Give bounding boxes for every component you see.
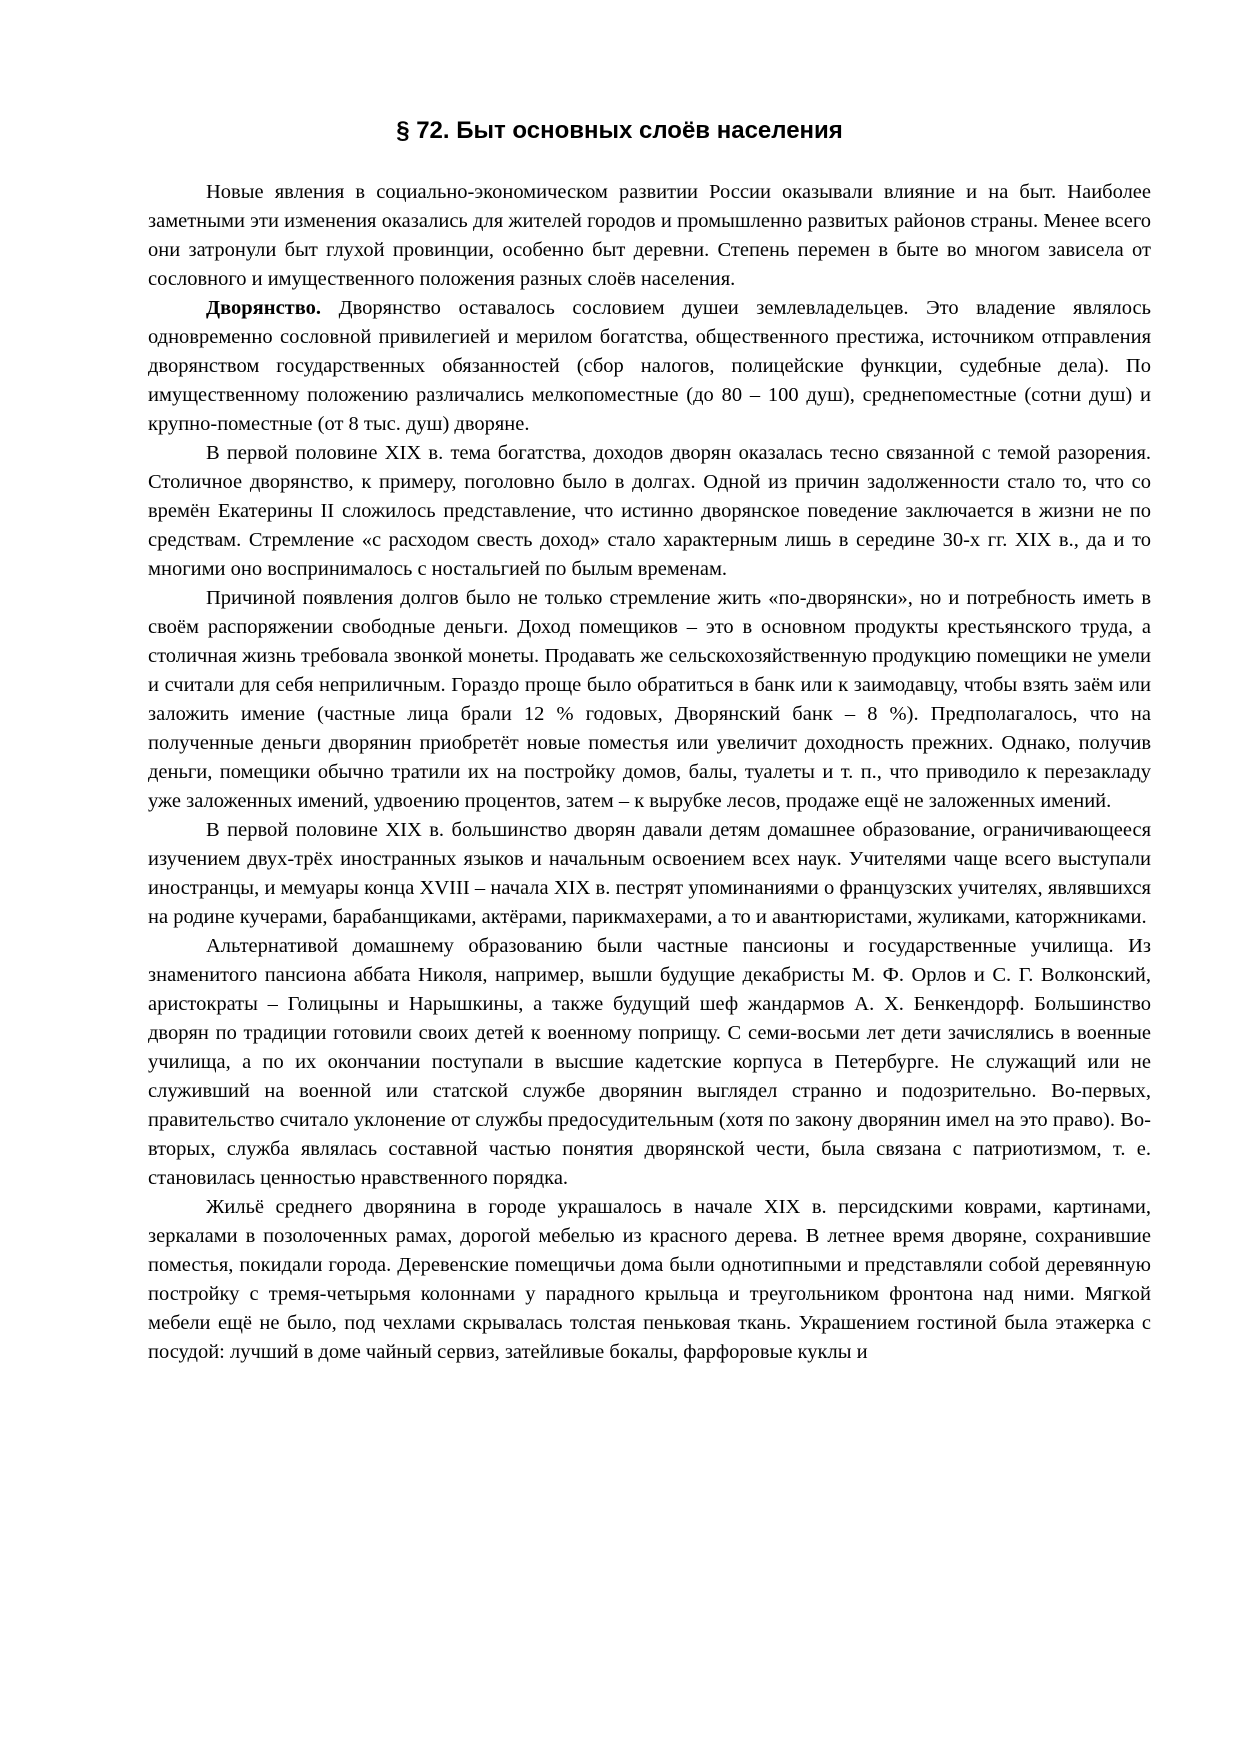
paragraph-text: Дворянство оставалось сословием душеи землевладельцев. Это владение являлось одновременно сословной привилегией и мерилом богатства, общественного престижа, источником отправления дворянством государственных обязанностей (сбор налогов, полицейские функции, судебные дела). По имущественному положению различались мелкопоместные (до 80 – 100 душ), среднепоместные (сотни душ) и крупно-поместные (от 8 тыс. душ) дворяне. bbox=[148, 297, 1151, 435]
paragraph-text: В первой половине XIX в. большинство дворян давали детям домашнее образование, ограничивающееся изучением двух-трёх иностранных языков и начальным освоением всех наук. Учителями чаще всего выступали иностранцы, и мемуары конца XVIII – начала XIX в. пестрят упоминаниями о французских учителях, являвшихся на родине кучерами, барабанщиками, актёрами, парикмахерами, а то и авантюристами, жуликами, каторжниками. bbox=[148, 819, 1151, 928]
paragraph-text: Новые явления в социально-экономическом развитии России оказывали влияние и на быт. Наиболее заметными эти изменения оказались для жителей городов и промышленно развитых районов страны. Менее всего они затронули быт глухой провинции, особенно быт деревни. Степень перемен в быте во многом зависела от сословного и имущественного положения разных слоёв населения. bbox=[148, 181, 1151, 290]
paragraph-schools-and-service bbox=[148, 932, 1151, 1193]
paragraph-home-education bbox=[148, 816, 1151, 932]
paragraph-debts bbox=[148, 584, 1151, 816]
section-title: § 72. Быт основных слоёв населения bbox=[396, 117, 843, 144]
paragraph-text: В первой половине XIX в. тема богатства, доходов дворян оказалась тесно связанной с темой разорения. Столичное дворянство, к примеру, поголовно было в долгах. Одной из причин задолженности стало то, что со времён Екатерины II сложилось представление, что истинно дворянское поведение заключается в жизни не по средствам. Стремление «с расходом свесть доход» стало характерным лишь в середине 30-х гг. XIX в., да и то многими оно воспринималось с ностальгией по былым временам. bbox=[148, 442, 1151, 580]
paragraph-housing bbox=[148, 1193, 1151, 1367]
paragraph-text: Жильё среднего дворянина в городе украшалось в начале XIX в. персидскими коврами, картинами, зеркалами в позолоченных рамах, дорогой мебелью из красного дерева. В летнее время дворяне, сохранившие поместья, покидали города. Деревенские помещичьи дома были однотипными и представляли собой деревянную постройку с тремя-четырьмя колоннами у парадного крыльца и треугольником фронтона над ними. Мягкой мебели ещё не было, под чехлами скрывалась толстая пеньковая ткань. Украшением гостиной была этажерка с посудой: лучший в доме чайный сервиз, затейливые бокалы, фарфоровые куклы и bbox=[148, 1196, 1151, 1363]
paragraph-intro bbox=[148, 178, 1151, 294]
paragraph-text: Причиной появления долгов было не только стремление жить «по-дворянски», но и потребность иметь в своём распоряжении свободные деньги. Доход помещиков – это в основном продукты крестьянского труда, а столичная жизнь требовала звонкой монеты. Продавать же сельскохозяйственную продукцию помещики не умели и считали для себя неприличным. Гораздо проще было обратиться в банк или к заимодавцу, чтобы взять заём или заложить имение (частные лица брали 12 % годовых, Дворянский банк – 8 %). Предполагалось, что на полученные деньги дворянин приобретёт новые поместья или увеличит доходность прежних. Однако, получив деньги, помещики обычно тратили их на постройку домов, балы, туалеты и т. п., что приводило к перезакладу уже заложенных имений, удвоению процентов, затем – к вырубке лесов, продаже ещё не заложенных имений. bbox=[148, 587, 1151, 812]
run-in-heading: Дворянство. bbox=[206, 297, 322, 319]
document-body bbox=[148, 178, 1151, 1367]
paragraph-nobility bbox=[148, 294, 1151, 439]
paragraph-wealth-and-ruin bbox=[148, 439, 1151, 584]
paragraph-text: Альтернативой домашнему образованию были частные пансионы и государственные училища. Из знаменитого пансиона аббата Николя, например, вышли будущие декабристы М. Ф. Орлов и С. Г. Волконский, аристократы – Голицыны и Нарышкины, а также будущий шеф жандармов А. Х. Бенкендорф. Большинство дворян по традиции готовили своих детей к военному поприщу. С семи-восьми лет дети зачислялись в военные училища, а по их окончании поступали в высшие кадетские корпуса в Петербурге. Не служащий или не служивший на военной или статской службе дворянин выглядел странно и подозрительно. Во-первых, правительство считало уклонение от службы предосудительным (хотя по закону дворянин имел на это право). Во-вторых, служба являлась составной частью понятия дворянской чести, была связана с патриотизмом, т. е. становилась ценностью нравственного порядка. bbox=[148, 935, 1151, 1189]
